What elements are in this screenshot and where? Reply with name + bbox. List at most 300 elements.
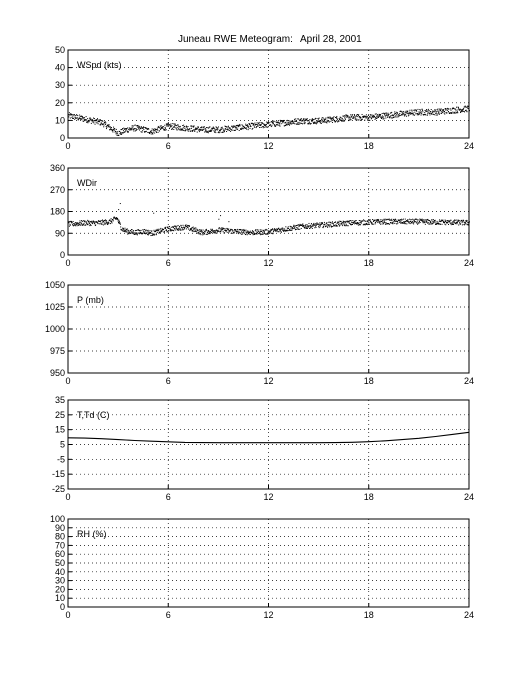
data-point xyxy=(305,122,306,123)
data-point xyxy=(261,124,262,125)
data-point xyxy=(275,125,276,126)
data-point xyxy=(299,123,300,124)
data-point xyxy=(180,130,181,131)
data-point xyxy=(361,120,362,121)
data-point xyxy=(344,224,345,225)
data-point xyxy=(443,109,444,110)
data-point xyxy=(78,223,79,224)
data-point xyxy=(176,125,177,126)
data-point xyxy=(104,220,105,221)
data-point xyxy=(87,122,88,123)
data-point xyxy=(402,219,403,220)
data-point xyxy=(313,223,314,224)
data-point xyxy=(270,124,271,125)
data-point xyxy=(203,129,204,130)
data-point xyxy=(377,222,378,223)
x-tick-label: 24 xyxy=(463,141,475,151)
x-tick-label: 24 xyxy=(463,376,475,386)
data-point xyxy=(321,118,322,119)
data-point xyxy=(127,228,128,229)
data-point xyxy=(344,117,345,118)
data-point xyxy=(87,224,88,225)
data-point xyxy=(438,111,439,112)
data-point xyxy=(411,223,412,224)
data-point xyxy=(406,111,407,112)
data-point xyxy=(400,223,401,224)
data-point xyxy=(327,120,328,121)
data-point xyxy=(105,219,106,220)
data-point xyxy=(154,230,155,231)
data-point xyxy=(278,120,279,121)
data-point xyxy=(287,230,288,231)
data-point xyxy=(401,114,402,115)
data-point xyxy=(110,220,111,221)
x-tick-label: 0 xyxy=(65,610,71,620)
x-tick-label: 12 xyxy=(263,258,274,268)
data-point xyxy=(445,108,446,109)
data-point xyxy=(166,129,167,130)
data-point xyxy=(165,127,166,128)
data-point xyxy=(178,124,179,125)
data-point xyxy=(452,221,453,222)
data-point xyxy=(164,125,165,126)
data-point xyxy=(373,115,374,116)
data-point xyxy=(395,219,396,220)
data-point xyxy=(127,233,128,234)
data-point xyxy=(195,230,196,231)
data-point xyxy=(358,119,359,120)
data-point xyxy=(388,223,389,224)
data-point xyxy=(354,116,355,117)
data-point xyxy=(241,124,242,125)
y-tick-label: 60 xyxy=(54,549,65,560)
y-tick-label: 1050 xyxy=(44,280,65,290)
data-point xyxy=(70,225,71,226)
data-point xyxy=(436,113,437,114)
data-point xyxy=(295,229,296,230)
data-point xyxy=(75,115,76,116)
data-point xyxy=(390,116,391,117)
data-point xyxy=(444,112,445,113)
data-point xyxy=(357,222,358,223)
data-point xyxy=(141,132,142,133)
data-point xyxy=(469,110,470,111)
data-point xyxy=(450,220,451,221)
data-point xyxy=(401,115,402,116)
data-point xyxy=(325,122,326,123)
data-point xyxy=(266,126,267,127)
data-point xyxy=(206,127,207,128)
data-point xyxy=(241,231,242,232)
data-point xyxy=(176,128,177,129)
data-point xyxy=(240,232,241,233)
data-point xyxy=(452,224,453,225)
data-point xyxy=(216,129,217,130)
data-point xyxy=(464,224,465,225)
data-point xyxy=(312,118,313,119)
data-point xyxy=(426,110,427,111)
data-point xyxy=(435,110,436,111)
data-point xyxy=(265,234,266,235)
data-point xyxy=(439,114,440,115)
data-point xyxy=(422,219,423,220)
data-point xyxy=(122,228,123,229)
data-point xyxy=(278,231,279,232)
data-point xyxy=(123,128,124,129)
data-point xyxy=(287,120,288,121)
data-point xyxy=(156,234,157,235)
data-point xyxy=(349,119,350,120)
data-point xyxy=(186,224,187,225)
data-point xyxy=(243,128,244,129)
data-point xyxy=(177,127,178,128)
data-point xyxy=(266,229,267,230)
data-point xyxy=(79,115,80,116)
data-point xyxy=(387,117,388,118)
data-point xyxy=(248,231,249,232)
data-point xyxy=(349,120,350,121)
data-point xyxy=(230,128,231,129)
data-point xyxy=(200,233,201,234)
data-point xyxy=(435,220,436,221)
data-point xyxy=(137,125,138,126)
data-point xyxy=(250,234,251,235)
data-point xyxy=(322,223,323,224)
data-point xyxy=(246,231,247,232)
data-point xyxy=(333,223,334,224)
data-point xyxy=(209,232,210,233)
data-point xyxy=(354,223,355,224)
data-point xyxy=(165,128,166,129)
data-point xyxy=(191,128,192,129)
data-point xyxy=(338,224,339,225)
data-point xyxy=(413,219,414,220)
data-point xyxy=(408,221,409,222)
data-point xyxy=(405,219,406,220)
data-point xyxy=(321,119,322,120)
data-point xyxy=(98,223,99,224)
y-tick-label: 40 xyxy=(54,62,65,73)
data-point xyxy=(158,127,159,128)
data-point xyxy=(382,117,383,118)
data-point xyxy=(222,127,223,128)
data-point xyxy=(266,124,267,125)
data-point xyxy=(250,125,251,126)
data-point xyxy=(253,234,254,235)
data-point xyxy=(440,224,441,225)
data-point xyxy=(438,224,439,225)
x-tick-label: 24 xyxy=(463,492,475,502)
data-point xyxy=(187,129,188,130)
data-point xyxy=(454,220,455,221)
data-point xyxy=(346,117,347,118)
x-tick-label: 6 xyxy=(165,258,171,268)
data-point xyxy=(459,220,460,221)
data-point xyxy=(108,124,109,125)
data-point xyxy=(153,213,154,214)
data-point xyxy=(103,124,104,125)
data-point xyxy=(464,106,465,107)
data-point xyxy=(102,121,103,122)
data-point xyxy=(133,131,134,132)
data-point xyxy=(172,128,173,129)
data-point xyxy=(217,232,218,233)
data-point xyxy=(427,111,428,112)
data-point xyxy=(151,230,152,231)
data-point xyxy=(200,230,201,231)
data-point xyxy=(427,219,428,220)
data-point xyxy=(364,220,365,221)
data-point xyxy=(400,115,401,116)
data-point xyxy=(324,122,325,123)
data-point xyxy=(241,234,242,235)
data-point xyxy=(391,223,392,224)
data-point xyxy=(355,220,356,221)
data-point xyxy=(173,227,174,228)
data-point xyxy=(402,112,403,113)
data-point xyxy=(117,219,118,220)
data-point xyxy=(146,230,147,231)
data-point xyxy=(463,108,464,109)
data-point xyxy=(234,232,235,233)
data-point xyxy=(194,126,195,127)
data-point xyxy=(348,116,349,117)
data-point xyxy=(246,125,247,126)
data-point xyxy=(421,113,422,114)
y-tick-label: 10 xyxy=(54,115,65,126)
data-point xyxy=(145,230,146,231)
data-point xyxy=(117,131,118,132)
data-point xyxy=(441,113,442,114)
data-point xyxy=(80,116,81,117)
data-point xyxy=(82,118,83,119)
data-point xyxy=(154,133,155,134)
data-point xyxy=(248,232,249,233)
data-point xyxy=(76,224,77,225)
data-point xyxy=(85,221,86,222)
x-tick-label: 12 xyxy=(263,141,274,151)
data-point xyxy=(321,120,322,121)
data-point xyxy=(83,224,84,225)
data-point xyxy=(210,229,211,230)
x-tick-label: 12 xyxy=(263,492,274,502)
data-point xyxy=(427,113,428,114)
data-point xyxy=(186,228,187,229)
data-point xyxy=(337,225,338,226)
data-point xyxy=(397,221,398,222)
data-point xyxy=(311,226,312,227)
data-point xyxy=(465,222,466,223)
data-point xyxy=(238,126,239,127)
data-point xyxy=(73,221,74,222)
data-point xyxy=(111,221,112,222)
data-point xyxy=(431,113,432,114)
data-point xyxy=(288,122,289,123)
data-point xyxy=(282,122,283,123)
data-point xyxy=(243,231,244,232)
data-point xyxy=(250,231,251,232)
data-point xyxy=(77,225,78,226)
data-point xyxy=(293,228,294,229)
data-point xyxy=(160,232,161,233)
data-point xyxy=(252,128,253,129)
data-point xyxy=(197,229,198,230)
data-point xyxy=(400,220,401,221)
y-tick-label: -25 xyxy=(51,484,65,494)
panel-temp-dewpoint xyxy=(52,395,474,502)
data-point xyxy=(356,120,357,121)
data-point xyxy=(383,220,384,221)
data-point xyxy=(403,112,404,113)
data-point xyxy=(213,127,214,128)
data-point xyxy=(82,221,83,222)
data-point xyxy=(142,130,143,131)
data-point xyxy=(417,223,418,224)
data-point xyxy=(201,231,202,232)
data-point xyxy=(152,128,153,129)
data-point xyxy=(333,118,334,119)
data-point xyxy=(183,127,184,128)
data-point xyxy=(242,234,243,235)
data-point xyxy=(197,132,198,133)
data-point xyxy=(276,231,277,232)
data-point xyxy=(430,222,431,223)
data-point xyxy=(433,114,434,115)
data-point xyxy=(173,127,174,128)
data-point xyxy=(179,226,180,227)
data-point xyxy=(335,121,336,122)
data-point xyxy=(319,120,320,121)
data-point xyxy=(247,234,248,235)
data-point xyxy=(222,128,223,129)
data-point xyxy=(319,222,320,223)
data-point xyxy=(120,226,121,227)
data-point xyxy=(306,228,307,229)
data-point xyxy=(342,118,343,119)
data-point xyxy=(106,128,107,129)
data-point xyxy=(88,221,89,222)
data-point xyxy=(91,222,92,223)
data-point xyxy=(219,227,220,228)
data-point xyxy=(143,232,144,233)
data-point xyxy=(262,126,263,127)
data-point xyxy=(350,117,351,118)
data-point xyxy=(231,126,232,127)
y-tick-label: 35 xyxy=(54,395,65,405)
data-point xyxy=(283,230,284,231)
data-point xyxy=(309,228,310,229)
data-point xyxy=(71,117,72,118)
data-point xyxy=(118,135,119,136)
data-point xyxy=(341,221,342,222)
data-point xyxy=(118,222,119,223)
data-point xyxy=(131,129,132,130)
data-point xyxy=(120,134,121,135)
data-point xyxy=(323,226,324,227)
y-tick-label: 20 xyxy=(54,584,65,595)
data-point xyxy=(118,209,119,210)
data-point xyxy=(444,224,445,225)
data-point xyxy=(183,229,184,230)
data-point xyxy=(85,224,86,225)
data-point xyxy=(178,126,179,127)
data-point xyxy=(392,222,393,223)
data-point xyxy=(331,226,332,227)
data-point xyxy=(355,119,356,120)
y-tick-label: 90 xyxy=(54,522,65,533)
data-point xyxy=(358,114,359,115)
y-tick-label: -5 xyxy=(56,454,65,465)
data-point xyxy=(162,128,163,129)
data-point xyxy=(361,223,362,224)
data-point xyxy=(143,129,144,130)
data-point xyxy=(259,127,260,128)
data-point xyxy=(93,120,94,121)
data-point xyxy=(70,118,71,119)
data-point xyxy=(175,125,176,126)
data-point xyxy=(248,127,249,128)
data-point xyxy=(371,222,372,223)
data-point xyxy=(447,110,448,111)
data-point xyxy=(180,126,181,127)
panel-pressure xyxy=(45,280,474,386)
data-point xyxy=(403,223,404,224)
data-point xyxy=(354,115,355,116)
data-point xyxy=(273,122,274,123)
data-point xyxy=(288,226,289,227)
data-point xyxy=(384,222,385,223)
data-point xyxy=(113,127,114,128)
data-point xyxy=(225,228,226,229)
data-point xyxy=(320,122,321,123)
data-point xyxy=(414,115,415,116)
data-point xyxy=(113,220,114,221)
data-point xyxy=(315,223,316,224)
data-point xyxy=(95,124,96,125)
data-point xyxy=(252,233,253,234)
panel-label-wspd: WSpd (kts) xyxy=(77,60,122,70)
data-point xyxy=(174,126,175,127)
data-point xyxy=(277,124,278,125)
data-point xyxy=(298,124,299,125)
data-point xyxy=(466,224,467,225)
data-point xyxy=(278,122,279,123)
data-point xyxy=(432,110,433,111)
data-point xyxy=(258,123,259,124)
data-point xyxy=(357,114,358,115)
data-point xyxy=(368,223,369,224)
data-point xyxy=(317,121,318,122)
data-point xyxy=(375,119,376,120)
data-point xyxy=(209,131,210,132)
data-point xyxy=(467,108,468,109)
data-point xyxy=(174,124,175,125)
data-point xyxy=(367,221,368,222)
data-point xyxy=(454,222,455,223)
data-point xyxy=(262,123,263,124)
data-point xyxy=(383,222,384,223)
data-point xyxy=(136,233,137,234)
x-tick-label: 6 xyxy=(165,492,171,502)
data-point xyxy=(299,122,300,123)
y-tick-label: -15 xyxy=(51,469,65,480)
data-point xyxy=(312,224,313,225)
data-point xyxy=(133,129,134,130)
data-point xyxy=(87,223,88,224)
data-point xyxy=(254,233,255,234)
data-point xyxy=(412,221,413,222)
data-point xyxy=(154,128,155,129)
